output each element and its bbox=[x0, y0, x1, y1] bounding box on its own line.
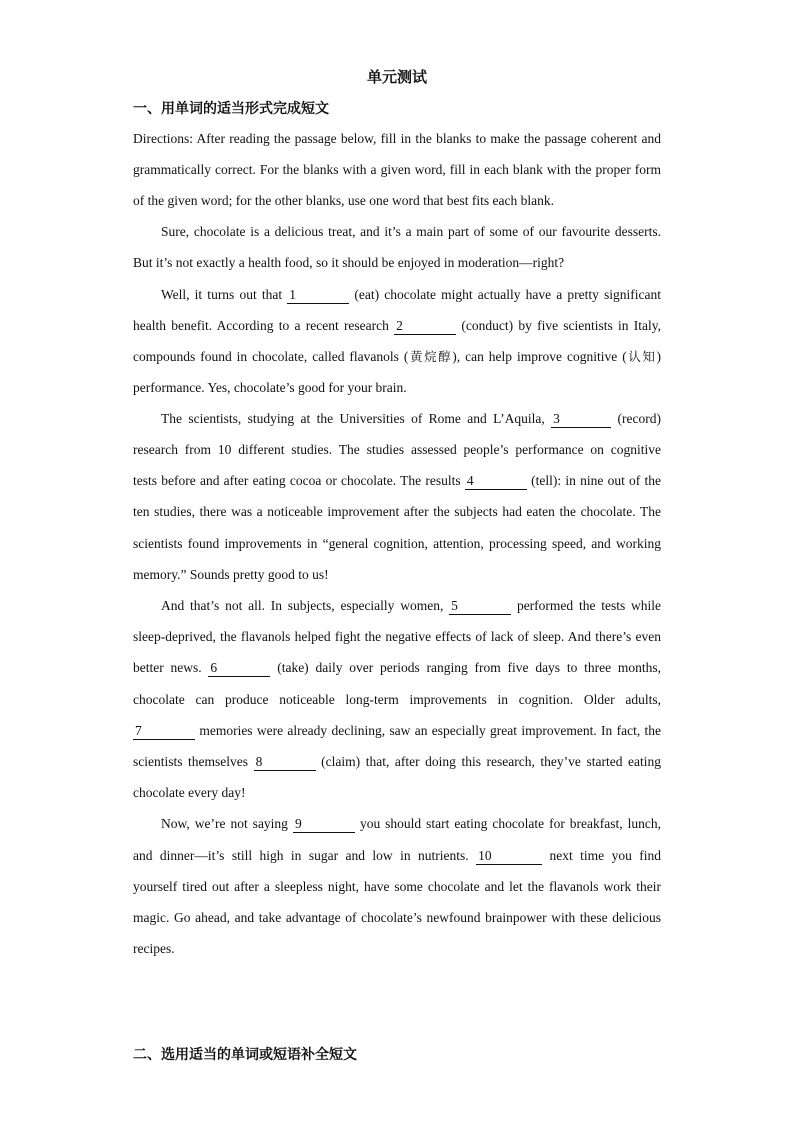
blank-10[interactable]: 10 bbox=[476, 848, 542, 865]
text-segment: (claim) that, after doing this research, they’ve started eating bbox=[321, 754, 662, 769]
blank-5[interactable]: 5 bbox=[449, 598, 511, 615]
text-segment: (conduct) by five scientists in Italy, bbox=[461, 318, 661, 333]
paragraph-3-line-4: ten studies, there was a noticeable improvement after the subjects had eaten the chocolate. The bbox=[133, 504, 661, 519]
paragraph-2-line-2 bbox=[133, 316, 661, 336]
text-segment: better news. bbox=[133, 660, 202, 675]
paragraph-2-line-1 bbox=[161, 285, 661, 305]
blank-4[interactable]: 4 bbox=[465, 473, 527, 490]
paragraph-1-line-1: Sure, chocolate is a delicious treat, and it’s a main part of some of our favourite desserts. bbox=[161, 224, 661, 239]
text-segment: (eat) chocolate might actually have a pretty significant bbox=[354, 287, 661, 302]
paragraph-2-line-4: performance. Yes, chocolate’s good for your brain. bbox=[133, 380, 407, 395]
text-segment: Well, it turns out that bbox=[161, 287, 283, 302]
paragraph-5-line-4: magic. Go ahead, and take advantage of chocolate’s newfound brainpower with these delicious bbox=[133, 910, 661, 925]
blank-3[interactable]: 3 bbox=[551, 411, 611, 428]
paragraph-4-line-6 bbox=[133, 752, 661, 772]
paragraph-2-line-3 bbox=[133, 347, 661, 367]
directions-line-1: Directions: After reading the passage below, fill in the blanks to make the passage coherent and bbox=[133, 131, 661, 146]
text-segment: (take) daily over periods ranging from five days to three months, bbox=[277, 660, 662, 675]
chinese-term: 黄烷醇 bbox=[408, 349, 453, 364]
text-segment: next time you find bbox=[549, 848, 661, 863]
paragraph-5-line-2 bbox=[133, 846, 661, 866]
paragraph-3-line-2: research from 10 different studies. The studies assessed people’s performance on cognitive bbox=[133, 442, 661, 457]
blank-9[interactable]: 9 bbox=[293, 816, 355, 833]
paragraph-3-line-1 bbox=[161, 409, 661, 429]
text-segment: performed the tests while bbox=[516, 598, 662, 613]
text-segment: ), can help improve cognitive ( bbox=[452, 349, 627, 364]
paragraph-5-line-5: recipes. bbox=[133, 941, 175, 956]
text-segment: you should start eating chocolate for breakfast, lunch, bbox=[359, 816, 662, 831]
section-2-heading: 二、选用适当的单词或短语补全短文 bbox=[133, 1047, 357, 1063]
blank-7[interactable]: 7 bbox=[133, 723, 195, 740]
blank-2[interactable]: 2 bbox=[394, 318, 456, 335]
text-segment: (record) bbox=[617, 411, 662, 426]
text-segment: health benefit. According to a recent research bbox=[133, 318, 389, 333]
paragraph-4-line-2: sleep-deprived, the flavanols helped fight the negative effects of lack of sleep. And there’s even bbox=[133, 629, 661, 644]
paragraph-4-line-5 bbox=[133, 721, 661, 741]
paragraph-5-line-1 bbox=[161, 814, 661, 834]
text-segment: memories were already declining, saw an especially great improvement. In fact, the bbox=[199, 723, 661, 738]
section-1-heading: 一、用单词的适当形式完成短文 bbox=[133, 101, 329, 117]
paragraph-4-line-1 bbox=[161, 596, 661, 616]
paragraph-5-line-3: yourself tired out after a sleepless night, have some chocolate and let the flavanols work their bbox=[133, 879, 661, 894]
paragraph-3-line-6: memory.” Sounds pretty good to us! bbox=[133, 567, 329, 582]
blank-1[interactable]: 1 bbox=[287, 287, 349, 304]
paragraph-4-line-4: chocolate can produce noticeable long-term improvements in cognition. Older adults, bbox=[133, 692, 661, 707]
directions-line-2: grammatically correct. For the blanks with a given word, fill in each blank with the proper form bbox=[133, 162, 661, 177]
blank-6[interactable]: 6 bbox=[208, 660, 270, 677]
paragraph-1-line-2: But it’s not exactly a health food, so it should be enjoyed in moderation—right? bbox=[133, 255, 565, 270]
directions-line-3: of the given word; for the other blanks, use one word that best fits each blank. bbox=[133, 193, 555, 208]
text-segment: compounds found in chocolate, called flavanols ( bbox=[133, 349, 409, 364]
text-segment: tests before and after eating cocoa or chocolate. The results bbox=[133, 473, 461, 488]
blank-8[interactable]: 8 bbox=[254, 754, 316, 771]
paragraph-3-line-5: scientists found improvements in “general cognition, attention, processing speed, and working bbox=[133, 536, 661, 551]
text-segment: ) bbox=[656, 349, 661, 364]
text-segment: scientists themselves bbox=[133, 754, 249, 769]
text-segment: And that’s not all. In subjects, especially women, bbox=[161, 598, 444, 613]
text-segment: and dinner—it’s still high in sugar and low in nutrients. bbox=[133, 848, 469, 863]
text-segment: (tell): in nine out of the bbox=[531, 473, 662, 488]
paragraph-3-line-3 bbox=[133, 471, 661, 491]
paragraph-4-line-7: chocolate every day! bbox=[133, 785, 246, 800]
text-segment: The scientists, studying at the Universities of Rome and L’Aquila, bbox=[161, 411, 545, 426]
text-segment: Now, we’re not saying bbox=[161, 816, 288, 831]
page-title: 单元测试 bbox=[366, 68, 427, 86]
paragraph-4-line-3 bbox=[133, 658, 661, 678]
chinese-term: 认知 bbox=[626, 349, 657, 364]
